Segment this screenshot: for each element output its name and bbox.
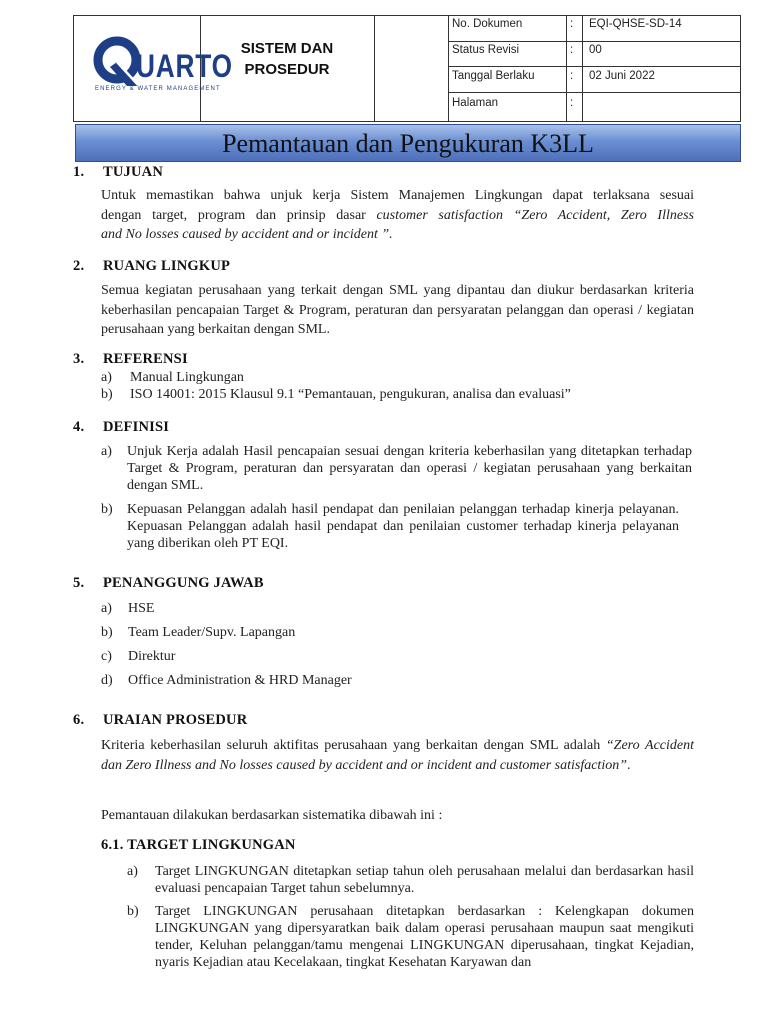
list-item-text: Target LINGKUNGAN perusahaan ditetapkan berdasarkan : Kelengkapan dokumen LINGKUNGAN yang dipersyaratkan baik dalam operasi perusahaan maupun saat mengikuti tender, Keluhan pelanggan/tamu mengenai LINGKUNGAN diperusahaan, tingkat Kejadian, nyaris Kejadian atau Kecelakaan, tingkat Kesehatan Karyawan dan [155,904,694,970]
paragraph-text: . [627,757,631,773]
logo-wordmark: UARTO [136,48,233,84]
list-item [101,624,661,641]
subsection-title: TARGET LINGKUNGAN [127,837,296,853]
section-title: URAIAN PROSEDUR [103,712,248,728]
document-title: Pemantauan dan Pengukuran K3LL [222,129,594,158]
list-item-label: c) [101,649,112,664]
meta-label: Halaman [452,97,499,109]
meta-separator: : [570,18,574,30]
header-row-line [448,92,740,93]
header-row-line [448,41,740,42]
meta-value-revision: 00 [589,44,602,56]
list-item-text: Direktur [128,649,176,664]
paragraph-line: and No losses caused by accident and or incident ”. [101,227,393,242]
meta-separator: : [570,97,574,109]
section-paragraph: Semua kegiatan perusahaan yang terkait dengan SML yang dipantau dan diukur berdasarkan kriteria keberhasilan pencapaian Target & Program, peraturan dan persyaratan pelanggan dan operasi / kegiatan perusahaan yang berkaitan dengan SML. [101,283,694,337]
list-item-text: ISO 14001: 2015 Klausul 9.1 “Pemantauan, pengukuran, analisa dan evaluasi” [130,387,571,402]
header-divider [566,16,567,121]
list-item-text: Kepuasan Pelanggan adalah hasil pendapat dan penilaian pelanggan terhadap kinerja pelayanan. Kepuasan Pelanggan adalah hasil pendapat dan penilaian customer terhadap kinerja pelayanan yang diberikan oleh PT EQI. [127,502,679,551]
section-heading [73,712,247,729]
meta-label: Status Revisi [452,44,520,56]
section-heading [73,351,188,368]
meta-separator: : [570,44,574,56]
list-item-text: Unjuk Kerja adalah Hasil pencapaian sesuai dengan kriteria keberhasilan yang ditetapkan terhadap Target & Program, peraturan dan persyaratan dan operasi / kegiatan perusahaan yang berkaitan dengan SML. [127,444,692,493]
section-number: 6. [73,712,85,728]
section-number: 4. [73,419,85,435]
list-item-label: b) [101,387,113,402]
document-type-line: PROSEDUR [244,61,330,78]
list-item [101,672,661,689]
list-item-text: Manual Lingkungan [130,370,244,385]
section-title: PENANGGUNG JAWAB [103,575,264,591]
section-number: 1. [73,164,85,180]
list-item [101,369,694,386]
list-item [101,600,661,617]
meta-separator: : [570,70,574,82]
paragraph-text: dengan target, program dan prinsip dasar [101,207,377,223]
meta-label: No. Dokumen [452,18,523,30]
list-item [127,903,694,973]
list-item-label: b) [101,502,113,517]
list-item-label: a) [101,370,112,385]
list-item-text: Office Administration & HRD Manager [128,673,352,688]
section-heading [73,164,163,181]
list-item [101,386,694,403]
section-paragraph [101,736,694,775]
section-heading [73,575,264,592]
paragraph-italic-text: customer satisfaction “Zero Accident, Zero Illness [376,207,694,223]
paragraph-line: Untuk memastikan bahwa unjuk kerja Sistem Manajemen Lingkungan dapat terlaksana sesuai [101,188,694,203]
list-item-label: a) [127,864,138,879]
section-heading [73,258,230,275]
header-row-line [448,66,740,67]
paragraph-italic-text: “Zero Accident dan Zero Illness and No losses caused by accident and or incident and customer satisfaction” [101,738,695,773]
paragraph-line [101,206,694,226]
title-banner [75,124,741,162]
header-divider [374,16,375,121]
subsection-number: 6.1. [101,837,124,853]
header-divider [448,16,449,121]
document-type-line: SISTEM DAN [240,40,334,57]
section-paragraph: Pemantauan dilakukan berdasarkan sistematika dibawah ini : [101,808,443,823]
section-title: DEFINISI [103,419,170,435]
subsection-heading [101,837,296,854]
list-item-text: Target LINGKUNGAN ditetapkan setiap tahun oleh perusahaan melalui dan berdasarkan hasil evaluasi pencapaian Target tahun sebelumnya. [155,864,694,896]
section-title: REFERENSI [103,351,188,367]
section-paragraph [101,186,694,245]
paragraph-text: Kriteria keberhasilan seluruh aktifitas perusahaan yang berkaitan dengan SML adalah [101,738,606,753]
logo-subtitle: ENERGY & WATER MANAGEMENT [95,86,221,92]
section-number: 2. [73,258,85,274]
list-item-label: d) [101,673,113,688]
section-number: 3. [73,351,85,367]
section-title: RUANG LINGKUP [103,258,231,274]
section-title: TUJUAN [103,164,164,180]
section-number: 5. [73,575,85,591]
meta-label: Tanggal Berlaku [452,70,535,82]
list-item [101,443,694,495]
list-item-label: b) [127,904,139,919]
list-item [101,648,661,665]
meta-value-doc-number: EQI-QHSE-SD-14 [589,18,682,30]
list-item [101,501,694,553]
meta-value-effective-date: 02 Juni 2022 [589,70,655,82]
list-item [127,863,694,897]
list-item-label: a) [101,444,112,459]
list-item-label: a) [101,601,112,616]
list-item-text: Team Leader/Supv. Lapangan [128,625,296,640]
list-item-label: b) [101,625,113,640]
section-heading [73,419,169,436]
list-item-text: HSE [128,601,155,616]
document-type [200,38,374,80]
header-divider [582,16,583,121]
